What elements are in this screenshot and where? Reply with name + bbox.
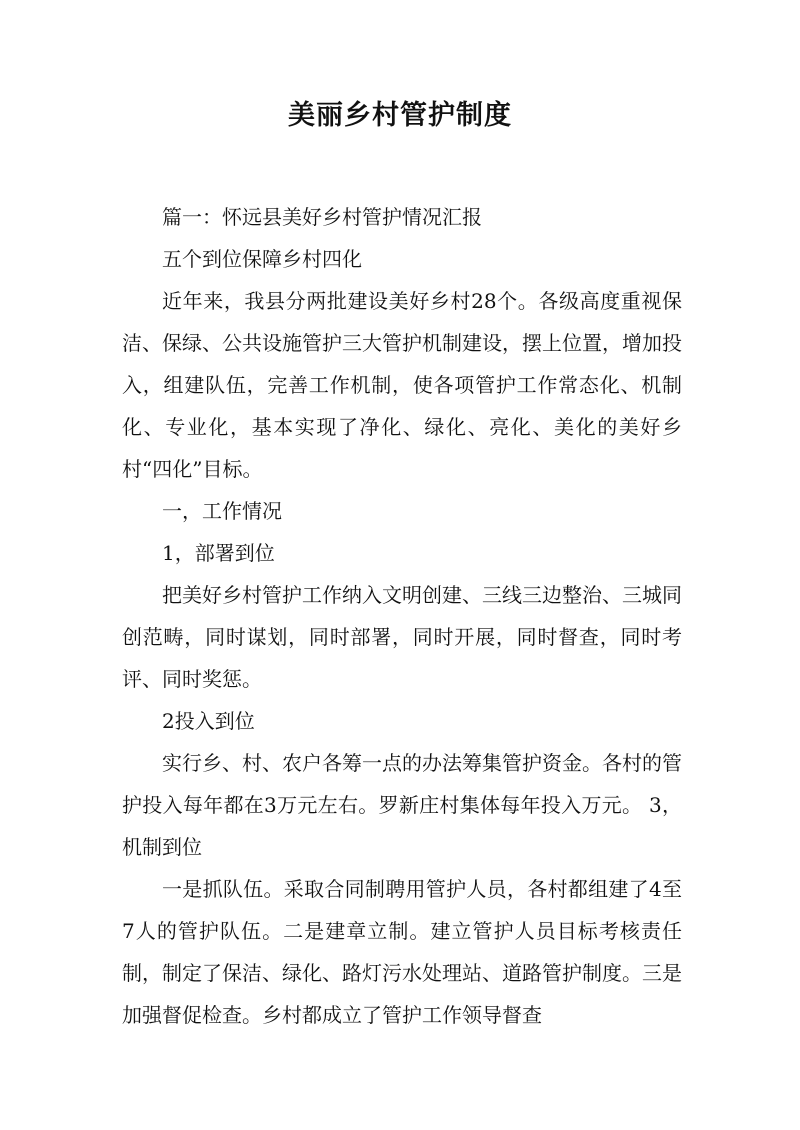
paragraph-investment: 实行乡、村、农户各筹一点的办法筹集管护资金。各村的管护投入每年都在3万元左右。罗新庄村集体每年投入万元。 3， 机制到位 [122,751,682,859]
paragraph-heading: 五个到位保障乡村四化 [162,247,362,271]
item-heading-deployment: 1，部署到位 [162,541,275,565]
paragraph-mechanism: 一是抓队伍。采取合同制聘用管护人员，各村都组建了4至7人的管护队伍。二是建章立制。建立管护人员目标考核责任制，制定了保洁、绿化、路灯污水处理站、道路管护制度。三是加强督促检查。乡村都成立了管护工作领导督查 [122,877,682,1027]
item-heading-investment: 2投入到位 [162,709,255,733]
paragraph-subtitle: 篇一：怀远县美好乡村管护情况汇报 [162,205,482,229]
section-heading-work-status: 一，工作情况 [162,499,282,523]
document-body [122,196,682,1036]
paragraph-intro: 近年来，我县分两批建设美好乡村28个。各级高度重视保洁、保绿、公共设施管护三大管护机制建设，摆上位置，增加投入，组建队伍，完善工作机制，使各项管护工作常态化、机制化、专业化，基本实现了净化、绿化、亮化、美化的美好乡村“四化”目标。 [122,289,682,481]
paragraph-deployment: 把美好乡村管护工作纳入文明创建、三线三边整治、三城同创范畴，同时谋划，同时部署，同时开展，同时督查，同时考评、同时奖惩。 [122,583,682,691]
document-title: 美丽乡村管护制度 [288,100,512,131]
